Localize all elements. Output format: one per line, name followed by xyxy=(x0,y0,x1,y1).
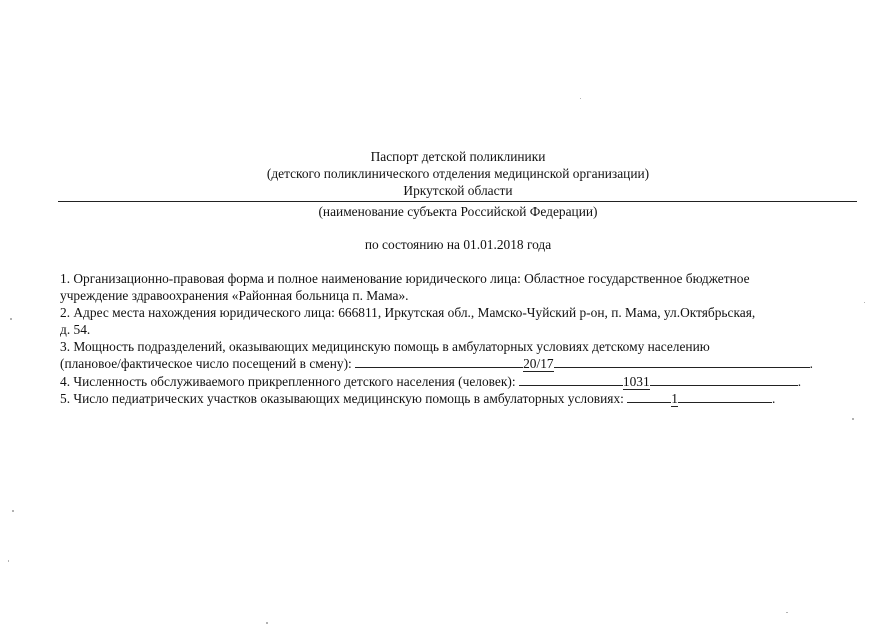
scan-speck xyxy=(10,318,12,320)
districts-value: 1 xyxy=(671,391,678,406)
population-blank-left xyxy=(519,385,623,386)
capacity-blank-right xyxy=(554,367,810,368)
region-caption: (наименование субъекта Российской Федерации) xyxy=(318,204,598,219)
as-of-date: по состоянию на 01.01.2018 года xyxy=(364,237,552,252)
item-legal-form-line2: учреждение здравоохранения «Районная больница п. Мама». xyxy=(60,288,409,303)
item-address-line1: 2. Адрес места нахождения юридического лица: 666811, Иркутская обл., Мамско-Чуйский р-он, п. Мама, ул.Октябрьская, xyxy=(60,305,756,320)
capacity-blank-left xyxy=(355,367,523,368)
item-districts-label: 5. Число педиатрических участков оказывающих медицинскую помощь в амбулаторных условиях: xyxy=(60,391,628,406)
item-address-line2: д. 54. xyxy=(60,322,91,337)
item-legal-form xyxy=(60,270,860,304)
scan-speck xyxy=(266,622,268,624)
item-population xyxy=(60,373,860,390)
scan-speck xyxy=(12,510,14,512)
item-capacity-label: (плановое/фактическое число посещений в смену): xyxy=(60,356,356,371)
scan-speck xyxy=(580,98,581,99)
item-address xyxy=(60,304,860,338)
item-districts xyxy=(60,390,860,407)
item-capacity-line1: 3. Мощность подразделений, оказывающих медицинскую помощь в амбулаторных условиях детскому населению xyxy=(60,339,710,354)
districts-blank-left xyxy=(627,402,671,403)
scan-speck xyxy=(786,612,788,613)
capacity-value: 20/17 xyxy=(523,356,554,371)
scan-speck xyxy=(864,302,865,303)
region-name: Иркутской области xyxy=(403,183,513,198)
item-capacity-line2 xyxy=(60,355,860,372)
districts-blank-right xyxy=(678,402,772,403)
region-underline xyxy=(58,201,857,202)
scan-speck xyxy=(8,560,9,562)
population-value: 1031 xyxy=(622,374,650,389)
document-subtitle: (детского поликлинического отделения медицинской организации) xyxy=(266,166,650,181)
capacity-end: . xyxy=(809,356,813,371)
scan-speck xyxy=(852,418,854,420)
item-capacity xyxy=(60,338,860,372)
population-end: . xyxy=(797,374,802,389)
population-blank-right xyxy=(650,385,798,386)
document-title: Паспорт детской поликлиники xyxy=(370,149,546,164)
item-legal-form-line1: 1. Организационно-правовая форма и полное наименование юридического лица: Областное государственное бюджетное xyxy=(60,271,750,286)
item-population-label: 4. Численность обслуживаемого прикрепленного детского населения (человек): xyxy=(60,374,519,389)
districts-end: . xyxy=(771,391,776,406)
